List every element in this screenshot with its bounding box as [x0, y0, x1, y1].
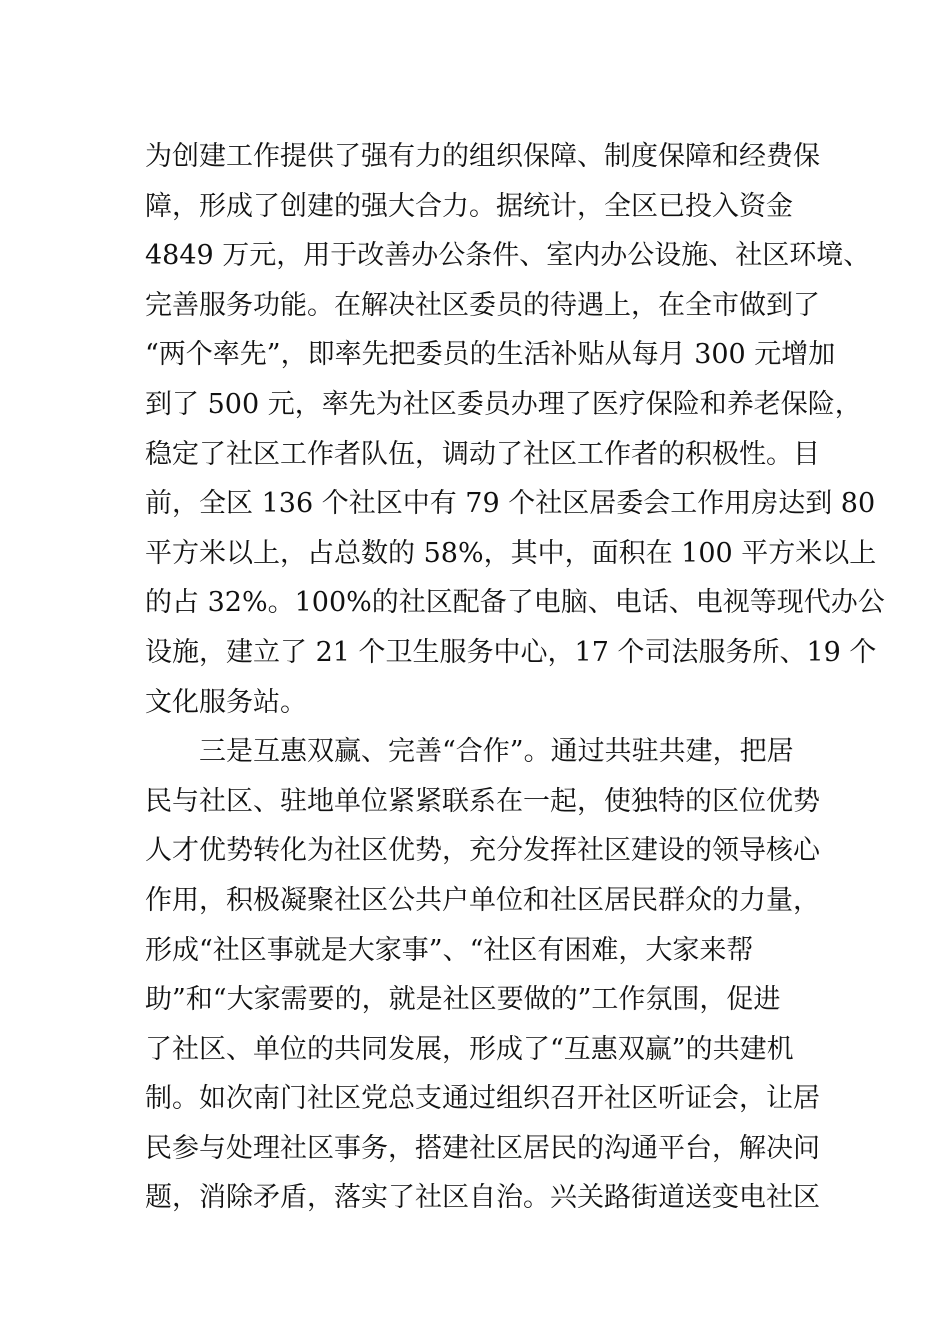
text-line: 4849 万元，用于改善办公条件、室内办公设施、社区环境、 [145, 240, 871, 272]
text-line: 民参与处理社区事务，搭建社区居民的沟通平台，解决问 [145, 1132, 820, 1164]
text-line: 为创建工作提供了强有力的组织保障、制度保障和经费保 [145, 141, 820, 172]
paragraph-mutual-benefit [145, 727, 820, 1223]
text-line: 民与社区、驻地单位紧紧联系在一起，使独特的区位优势 [145, 785, 820, 817]
text-line: 前，全区 136 个社区中有 79 个社区居委会工作用房达到 80 [145, 488, 876, 520]
text-line: 设施，建立了 21 个卫生服务中心，17 个司法服务所、19 个 [145, 636, 877, 668]
document-body [145, 132, 885, 1223]
text-line: 作用，积极凝聚社区公共户单位和社区居民群众的力量， [145, 884, 820, 916]
text-line: 到了 500 元，率先为社区委员办理了医疗保险和养老保险， [145, 388, 862, 420]
text-line: 三是互惠双赢、完善“合作”。通过共驻共建，把居 [199, 736, 794, 768]
text-line: “两个率先”，即率先把委员的生活补贴从每月 300 元增加 [145, 339, 836, 371]
text-line: 文化服务站。 [145, 686, 307, 718]
paragraph-funding [145, 132, 885, 727]
text-line: 了社区、单位的共同发展，形成了“互惠双赢”的共建机 [145, 1033, 794, 1065]
text-line: 形成“社区事就是大家事”、“社区有困难，大家来帮 [145, 934, 754, 966]
text-line: 人才优势转化为社区优势，充分发挥社区建设的领导核心 [145, 835, 820, 867]
text-line: 障，形成了创建的强大合力。据统计，全区已投入资金 [145, 190, 793, 222]
text-line: 制。如次南门社区党总支通过组织召开社区听证会，让居 [145, 1083, 820, 1115]
text-line: 题，消除矛盾，落实了社区自治。兴关路街道送变电社区 [145, 1182, 820, 1214]
text-line: 的占 32%。100%的社区配备了电脑、电话、电视等现代办公 [145, 587, 885, 619]
text-line: 稳定了社区工作者队伍，调动了社区工作者的积极性。目 [145, 438, 820, 470]
text-line: 完善服务功能。在解决社区委员的待遇上，在全市做到了 [145, 289, 820, 321]
text-line: 助”和“大家需要的，就是社区要做的”工作氛围，促进 [145, 984, 781, 1016]
text-line: 平方米以上，占总数的 58%，其中，面积在 100 平方米以上 [145, 537, 877, 569]
